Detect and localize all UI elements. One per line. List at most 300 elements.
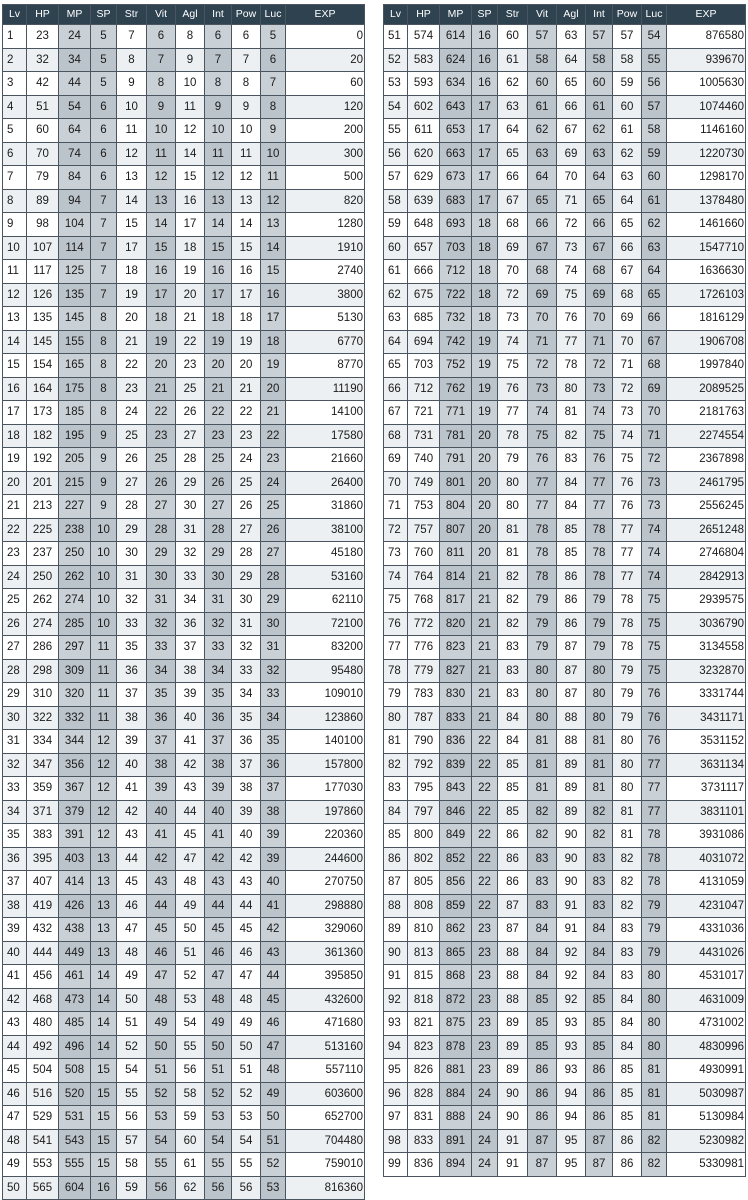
- cell-hp: 432: [27, 918, 59, 942]
- cell-sp: 23: [472, 988, 498, 1012]
- cell-int: 78: [586, 542, 613, 566]
- cell-pow: 76: [613, 471, 642, 495]
- cell-pow: 80: [613, 753, 642, 777]
- cell-mp: 332: [59, 706, 91, 730]
- table-row: [384, 448, 746, 472]
- cell-luc: 48: [261, 1059, 286, 1083]
- cell-lv: 71: [384, 495, 408, 519]
- cell-sp: 14: [91, 988, 117, 1012]
- cell-mp: 114: [59, 236, 91, 260]
- cell-int: 12: [205, 166, 232, 190]
- cell-hp: 70: [27, 142, 59, 166]
- cell-exp: 5230982: [667, 1129, 746, 1153]
- cell-hp: 805: [408, 871, 440, 895]
- cell-hp: 60: [27, 119, 59, 143]
- cell-lv: 19: [3, 448, 27, 472]
- cell-luc: 8: [261, 95, 286, 119]
- cell-hp: 810: [408, 918, 440, 942]
- cell-str: 61: [498, 48, 528, 72]
- cell-lv: 99: [384, 1153, 408, 1177]
- table-row: [384, 213, 746, 237]
- cell-str: 85: [498, 753, 528, 777]
- cell-luc: 35: [261, 730, 286, 754]
- cell-vit: 77: [528, 495, 557, 519]
- table-row: [3, 119, 365, 143]
- cell-hp: 795: [408, 777, 440, 801]
- cell-mp: 297: [59, 636, 91, 660]
- cell-mp: 762: [440, 377, 472, 401]
- cell-exp: 939670: [667, 48, 746, 72]
- cell-luc: 77: [642, 800, 667, 824]
- cell-sp: 5: [91, 25, 117, 49]
- cell-int: 38: [205, 753, 232, 777]
- cell-sp: 21: [472, 636, 498, 660]
- cell-mp: 894: [440, 1153, 472, 1177]
- cell-pow: 73: [613, 401, 642, 425]
- cell-str: 83: [498, 636, 528, 660]
- cell-sp: 12: [91, 753, 117, 777]
- cell-hp: 395: [27, 847, 59, 871]
- cell-exp: 1636630: [667, 260, 746, 284]
- table-row: [384, 1035, 746, 1059]
- cell-agl: 78: [557, 354, 586, 378]
- cell-hp: 107: [27, 236, 59, 260]
- table-row: [3, 1106, 365, 1130]
- cell-int: 70: [586, 307, 613, 331]
- cell-hp: 334: [27, 730, 59, 754]
- table-row: [3, 471, 365, 495]
- cell-agl: 33: [176, 565, 205, 589]
- cell-vit: 81: [528, 753, 557, 777]
- cell-int: 80: [586, 706, 613, 730]
- cell-exp: 270750: [286, 871, 365, 895]
- table-row: [384, 495, 746, 519]
- cell-str: 84: [498, 730, 528, 754]
- cell-sp: 10: [91, 589, 117, 613]
- table-row: [3, 448, 365, 472]
- cell-pow: 17: [232, 283, 261, 307]
- cell-exp: 4930991: [667, 1059, 746, 1083]
- cell-mp: 801: [440, 471, 472, 495]
- cell-int: 28: [205, 518, 232, 542]
- cell-str: 72: [498, 283, 528, 307]
- column-header-exp: EXP: [667, 5, 746, 25]
- cell-int: 87: [586, 1129, 613, 1153]
- column-header-vit: Vit: [147, 5, 176, 25]
- cell-lv: 70: [384, 471, 408, 495]
- cell-mp: 250: [59, 542, 91, 566]
- cell-int: 35: [205, 683, 232, 707]
- table-row: [3, 330, 365, 354]
- cell-int: 85: [586, 1012, 613, 1036]
- cell-exp: 26400: [286, 471, 365, 495]
- cell-hp: 213: [27, 495, 59, 519]
- cell-agl: 36: [176, 612, 205, 636]
- cell-vit: 49: [147, 1012, 176, 1036]
- cell-str: 41: [117, 777, 147, 801]
- table-row: [384, 965, 746, 989]
- cell-exp: 8770: [286, 354, 365, 378]
- cell-exp: 2089525: [667, 377, 746, 401]
- cell-vit: 9: [147, 95, 176, 119]
- cell-agl: 86: [557, 612, 586, 636]
- cell-vit: 15: [147, 236, 176, 260]
- table-row: [384, 260, 746, 284]
- cell-str: 84: [498, 706, 528, 730]
- cell-luc: 6: [261, 48, 286, 72]
- cell-str: 68: [498, 213, 528, 237]
- cell-lv: 33: [3, 777, 27, 801]
- cell-hp: 359: [27, 777, 59, 801]
- cell-agl: 21: [176, 307, 205, 331]
- cell-str: 14: [117, 189, 147, 213]
- cell-str: 27: [117, 471, 147, 495]
- table-row: [3, 1129, 365, 1153]
- cell-pow: 82: [613, 894, 642, 918]
- cell-sp: 8: [91, 401, 117, 425]
- cell-vit: 17: [147, 283, 176, 307]
- cell-hp: 492: [27, 1035, 59, 1059]
- cell-hp: 574: [408, 25, 440, 49]
- cell-agl: 27: [176, 424, 205, 448]
- table-row: [3, 1082, 365, 1106]
- table-row: [384, 918, 746, 942]
- cell-pow: 77: [613, 518, 642, 542]
- cell-agl: 77: [557, 330, 586, 354]
- cell-mp: 215: [59, 471, 91, 495]
- cell-lv: 4: [3, 95, 27, 119]
- cell-lv: 51: [384, 25, 408, 49]
- table-row: [3, 1059, 365, 1083]
- cell-exp: 1220730: [667, 142, 746, 166]
- cell-pow: 16: [232, 260, 261, 284]
- cell-lv: 12: [3, 283, 27, 307]
- cell-agl: 54: [176, 1012, 205, 1036]
- cell-str: 91: [498, 1153, 528, 1177]
- cell-mp: 781: [440, 424, 472, 448]
- cell-agl: 39: [176, 683, 205, 707]
- cell-sp: 22: [472, 800, 498, 824]
- cell-sp: 6: [91, 119, 117, 143]
- cell-hp: 456: [27, 965, 59, 989]
- cell-lv: 3: [3, 72, 27, 96]
- cell-pow: 61: [613, 119, 642, 143]
- cell-str: 79: [498, 448, 528, 472]
- cell-agl: 55: [176, 1035, 205, 1059]
- cell-luc: 73: [642, 471, 667, 495]
- cell-pow: 76: [613, 495, 642, 519]
- table-row: [3, 1176, 365, 1200]
- cell-hp: 757: [408, 518, 440, 542]
- cell-pow: 82: [613, 871, 642, 895]
- cell-sp: 8: [91, 354, 117, 378]
- cell-hp: 831: [408, 1106, 440, 1130]
- cell-luc: 28: [261, 565, 286, 589]
- cell-exp: 1726103: [667, 283, 746, 307]
- cell-lv: 84: [384, 800, 408, 824]
- cell-sp: 21: [472, 706, 498, 730]
- cell-agl: 32: [176, 542, 205, 566]
- stats-table-left-panel: [2, 4, 365, 1200]
- cell-str: 88: [498, 965, 528, 989]
- cell-luc: 60: [642, 166, 667, 190]
- table-row: [384, 1106, 746, 1130]
- cell-mp: 414: [59, 871, 91, 895]
- cell-exp: 513160: [286, 1035, 365, 1059]
- table-body: [384, 25, 746, 1177]
- table-row: [3, 236, 365, 260]
- cell-luc: 23: [261, 448, 286, 472]
- cell-exp: 21660: [286, 448, 365, 472]
- cell-lv: 79: [384, 683, 408, 707]
- cell-str: 31: [117, 565, 147, 589]
- cell-mp: 485: [59, 1012, 91, 1036]
- cell-agl: 18: [176, 236, 205, 260]
- cell-str: 55: [117, 1082, 147, 1106]
- cell-hp: 703: [408, 354, 440, 378]
- cell-int: 21: [205, 377, 232, 401]
- cell-hp: 694: [408, 330, 440, 354]
- cell-hp: 753: [408, 495, 440, 519]
- cell-pow: 66: [613, 236, 642, 260]
- cell-mp: 64: [59, 119, 91, 143]
- cell-agl: 30: [176, 495, 205, 519]
- cell-str: 86: [498, 871, 528, 895]
- table-row: [384, 1012, 746, 1036]
- cell-str: 62: [498, 72, 528, 96]
- cell-luc: 38: [261, 800, 286, 824]
- table-row: [384, 354, 746, 378]
- cell-exp: 3036790: [667, 612, 746, 636]
- table-row: [3, 659, 365, 683]
- cell-int: 64: [586, 166, 613, 190]
- cell-hp: 797: [408, 800, 440, 824]
- column-header-agl: Agl: [176, 5, 205, 25]
- cell-pow: 7: [232, 48, 261, 72]
- table-body: [3, 25, 365, 1200]
- cell-pow: 35: [232, 706, 261, 730]
- cell-sp: 17: [472, 142, 498, 166]
- cell-mp: 856: [440, 871, 472, 895]
- cell-luc: 63: [642, 236, 667, 260]
- cell-mp: 872: [440, 988, 472, 1012]
- cell-sp: 7: [91, 283, 117, 307]
- cell-hp: 237: [27, 542, 59, 566]
- cell-agl: 76: [557, 307, 586, 331]
- cell-exp: 298880: [286, 894, 365, 918]
- cell-agl: 66: [557, 95, 586, 119]
- cell-pow: 63: [613, 166, 642, 190]
- cell-sp: 16: [91, 1176, 117, 1200]
- cell-hp: 790: [408, 730, 440, 754]
- cell-str: 74: [498, 330, 528, 354]
- cell-agl: 22: [176, 330, 205, 354]
- cell-pow: 80: [613, 777, 642, 801]
- cell-str: 65: [498, 142, 528, 166]
- cell-exp: 816360: [286, 1176, 365, 1200]
- cell-agl: 93: [557, 1012, 586, 1036]
- cell-agl: 84: [557, 495, 586, 519]
- cell-int: 14: [205, 213, 232, 237]
- cell-mp: 604: [59, 1176, 91, 1200]
- cell-agl: 94: [557, 1106, 586, 1130]
- cell-vit: 83: [528, 847, 557, 871]
- cell-lv: 81: [384, 730, 408, 754]
- cell-luc: 10: [261, 142, 286, 166]
- cell-luc: 55: [642, 48, 667, 72]
- cell-pow: 82: [613, 847, 642, 871]
- table-header: [3, 5, 365, 25]
- cell-agl: 90: [557, 824, 586, 848]
- cell-hp: 813: [408, 941, 440, 965]
- cell-str: 36: [117, 659, 147, 683]
- table-row: [3, 377, 365, 401]
- cell-exp: 361360: [286, 941, 365, 965]
- cell-agl: 84: [557, 471, 586, 495]
- cell-int: 17: [205, 283, 232, 307]
- cell-pow: 79: [613, 683, 642, 707]
- table-row: [384, 377, 746, 401]
- cell-vit: 18: [147, 307, 176, 331]
- cell-luc: 32: [261, 659, 286, 683]
- cell-lv: 29: [3, 683, 27, 707]
- column-header-int: Int: [205, 5, 232, 25]
- cell-vit: 39: [147, 777, 176, 801]
- cell-exp: 432600: [286, 988, 365, 1012]
- cell-mp: 846: [440, 800, 472, 824]
- table-row: [384, 894, 746, 918]
- cell-pow: 79: [613, 706, 642, 730]
- cell-luc: 19: [261, 354, 286, 378]
- cell-agl: 17: [176, 213, 205, 237]
- table-row: [384, 236, 746, 260]
- cell-lv: 23: [3, 542, 27, 566]
- cell-agl: 85: [557, 518, 586, 542]
- cell-sp: 24: [472, 1082, 498, 1106]
- cell-sp: 20: [472, 448, 498, 472]
- cell-mp: 74: [59, 142, 91, 166]
- cell-luc: 40: [261, 871, 286, 895]
- cell-vit: 75: [528, 424, 557, 448]
- cell-pow: 77: [613, 542, 642, 566]
- cell-str: 91: [498, 1129, 528, 1153]
- cell-agl: 43: [176, 777, 205, 801]
- cell-mp: 643: [440, 95, 472, 119]
- cell-lv: 77: [384, 636, 408, 660]
- cell-luc: 44: [261, 965, 286, 989]
- cell-vit: 61: [528, 95, 557, 119]
- cell-pow: 84: [613, 1035, 642, 1059]
- cell-exp: 1074460: [667, 95, 746, 119]
- cell-mp: 703: [440, 236, 472, 260]
- cell-pow: 19: [232, 330, 261, 354]
- cell-str: 81: [498, 542, 528, 566]
- cell-sp: 7: [91, 189, 117, 213]
- table-row: [3, 166, 365, 190]
- cell-hp: 772: [408, 612, 440, 636]
- cell-mp: 473: [59, 988, 91, 1012]
- table-row: [384, 424, 746, 448]
- cell-exp: 2556245: [667, 495, 746, 519]
- cell-hp: 593: [408, 72, 440, 96]
- cell-pow: 69: [613, 307, 642, 331]
- cell-lv: 7: [3, 166, 27, 190]
- cell-luc: 47: [261, 1035, 286, 1059]
- cell-vit: 36: [147, 706, 176, 730]
- cell-vit: 46: [147, 941, 176, 965]
- cell-hp: 201: [27, 471, 59, 495]
- cell-luc: 25: [261, 495, 286, 519]
- cell-lv: 42: [3, 988, 27, 1012]
- cell-mp: 830: [440, 683, 472, 707]
- cell-agl: 82: [557, 424, 586, 448]
- cell-exp: 2367898: [667, 448, 746, 472]
- cell-sp: 18: [472, 260, 498, 284]
- cell-luc: 57: [642, 95, 667, 119]
- table-row: [3, 683, 365, 707]
- cell-vit: 57: [528, 25, 557, 49]
- cell-agl: 81: [557, 401, 586, 425]
- cell-int: 85: [586, 988, 613, 1012]
- cell-str: 76: [498, 377, 528, 401]
- cell-pow: 24: [232, 448, 261, 472]
- cell-sp: 10: [91, 542, 117, 566]
- cell-hp: 298: [27, 659, 59, 683]
- cell-hp: 173: [27, 401, 59, 425]
- cell-lv: 74: [384, 565, 408, 589]
- cell-hp: 833: [408, 1129, 440, 1153]
- cell-exp: 123860: [286, 706, 365, 730]
- cell-sp: 23: [472, 1059, 498, 1083]
- cell-vit: 7: [147, 48, 176, 72]
- cell-lv: 16: [3, 377, 27, 401]
- cell-hp: 504: [27, 1059, 59, 1083]
- cell-mp: 732: [440, 307, 472, 331]
- cell-mp: 653: [440, 119, 472, 143]
- cell-exp: 1997840: [667, 354, 746, 378]
- cell-mp: 862: [440, 918, 472, 942]
- cell-exp: 4331036: [667, 918, 746, 942]
- cell-hp: 629: [408, 166, 440, 190]
- cell-hp: 89: [27, 189, 59, 213]
- cell-vit: 78: [528, 542, 557, 566]
- cell-exp: 4031072: [667, 847, 746, 871]
- cell-mp: 634: [440, 72, 472, 96]
- cell-pow: 9: [232, 95, 261, 119]
- table-row: [3, 283, 365, 307]
- cell-lv: 34: [3, 800, 27, 824]
- cell-int: 80: [586, 683, 613, 707]
- cell-exp: 83200: [286, 636, 365, 660]
- cell-vit: 84: [528, 918, 557, 942]
- cell-pow: 15: [232, 236, 261, 260]
- cell-vit: 42: [147, 847, 176, 871]
- cell-pow: 48: [232, 988, 261, 1012]
- table-row: [384, 518, 746, 542]
- cell-luc: 39: [261, 824, 286, 848]
- cell-sp: 13: [91, 894, 117, 918]
- cell-vit: 50: [147, 1035, 176, 1059]
- cell-mp: 185: [59, 401, 91, 425]
- cell-exp: 1005630: [667, 72, 746, 96]
- cell-luc: 68: [642, 354, 667, 378]
- cell-lv: 30: [3, 706, 27, 730]
- cell-luc: 52: [261, 1153, 286, 1177]
- cell-sp: 11: [91, 706, 117, 730]
- cell-mp: 791: [440, 448, 472, 472]
- stats-table-levels-51-99: [383, 4, 746, 1177]
- cell-sp: 8: [91, 330, 117, 354]
